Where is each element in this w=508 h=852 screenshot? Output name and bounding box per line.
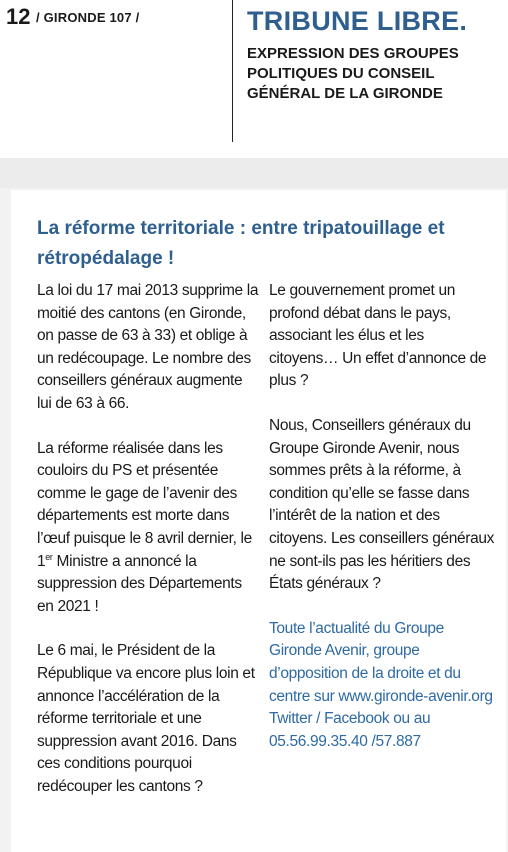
ordinal-suffix: er — [45, 551, 53, 562]
section-label: / GIRONDE 107 / — [36, 10, 140, 25]
article — [11, 190, 506, 852]
contact-info: Toute l’actualité du Groupe Gironde Avenir, groupe d’opposition de la droite et du centre sur www.gironde-avenir.org Twitter / Facebook ou au 05.56.99.35.40 /57.887 — [269, 619, 493, 750]
header-divider — [232, 0, 233, 142]
article-headline: La réforme territoriale : entre tripatouillage et rétropédalage ! — [37, 218, 445, 269]
page-number: 12 — [6, 4, 31, 29]
tribune-subtitle: EXPRESSION DES GROUPES POLITIQUES DU CONSEIL GÉNÉRAL DE LA GIRONDE — [247, 45, 459, 102]
paragraph-text: Ministre a annoncé la suppression des Départements en 2021 ! — [37, 552, 242, 615]
paragraph: Le gouvernement promet un profond débat dans le pays, associant les élus et les citoyens… Un effet d’annonce de plus ? — [269, 282, 487, 390]
tribune-title: TRIBUNE LIBRE. — [247, 6, 468, 36]
paragraph-text: La réforme réalisée dans les couloirs du PS et présentée comme le gage de l’avenir des départements est morte dans l’œuf puisque le 8 avril dernier, le 1 — [37, 439, 252, 570]
page-header — [0, 0, 508, 158]
paragraph: Le 6 mai, le Président de la République va encore plus loin et annonce l’accélération de la réforme territoriale et une suppression avant 2016. Dans ces conditions pourquoi redécouper les cantons ? — [37, 642, 255, 795]
paragraph — [37, 438, 259, 619]
right-column — [269, 280, 497, 775]
left-column — [37, 280, 259, 820]
paragraph: Nous, Conseillers généraux du Groupe Gironde Avenir, nous sommes prêts à la réforme, à condition qu’elle se fasse dans l’intérêt de la nation et des citoyens. Les conseillers généraux ne sont-ils pas les héritiers des États généraux ? — [269, 416, 495, 593]
paragraph: La loi du 17 mai 2013 supprime la moitié des cantons (en Gironde, on passe de 63 à 33) et oblige à un redécoupage. Le nombre des conseillers généraux augmente lui de 63 à 66. — [37, 282, 259, 412]
section-gap — [0, 158, 508, 188]
